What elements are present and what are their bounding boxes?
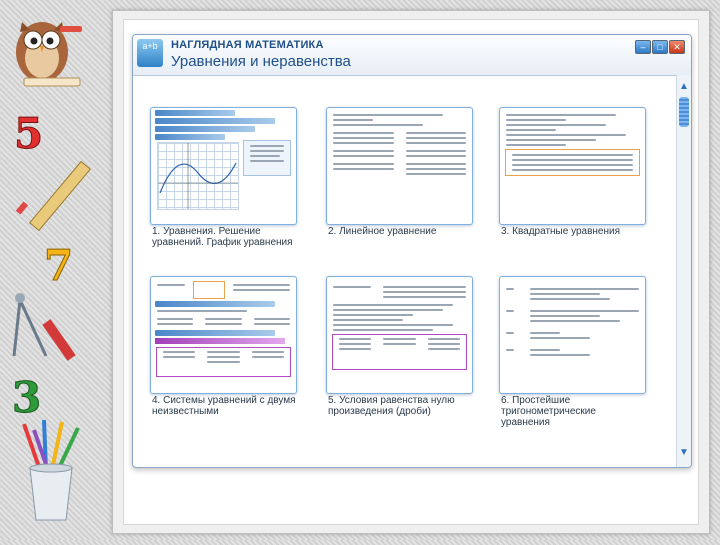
lesson-thumbnail-3[interactable]: [499, 107, 646, 225]
lesson-thumbnail-4[interactable]: [150, 276, 297, 394]
minimize-button[interactable]: –: [635, 40, 651, 54]
thumb-header-bar: [155, 126, 255, 132]
app-window: [132, 34, 692, 468]
curve-plot: [158, 143, 238, 209]
lesson-card-label[interactable]: 5. Условия равенства нулю произведения (дроби): [328, 395, 455, 417]
window-controls: [635, 40, 685, 54]
lesson-thumbnail-6[interactable]: [499, 276, 646, 394]
compass-icon: [14, 293, 76, 361]
app-logo-icon: [137, 39, 163, 67]
graph-legend: [243, 140, 291, 176]
digit-3-decoration: 3: [12, 373, 42, 422]
vertical-scrollbar[interactable]: [676, 75, 691, 467]
scroll-down-arrow-icon[interactable]: ▼: [679, 447, 689, 458]
thumb-header-bar: [155, 134, 225, 140]
lesson-thumbnail-1[interactable]: [150, 107, 297, 225]
app-logo-text: a+b: [142, 41, 158, 51]
lesson-card-label[interactable]: 2. Линейное уравнение: [328, 226, 437, 237]
lesson-card-label[interactable]: 1. Уравнения. Решение уравнений. График уравнения: [152, 226, 293, 248]
thumb-header-bar: [155, 118, 275, 124]
maximize-button[interactable]: □: [652, 40, 668, 54]
graph-grid: [157, 142, 239, 210]
school-decoration-illustration: [0, 0, 112, 540]
ruler-icon: [16, 162, 90, 231]
lesson-card-label[interactable]: 4. Системы уравнений с двумя неизвестными: [152, 395, 296, 417]
decorative-sidebar: [0, 0, 112, 540]
lesson-thumbnail-2[interactable]: [326, 107, 473, 225]
owl-icon: [16, 22, 82, 86]
lesson-card-label[interactable]: 3. Квадратные уравнения: [501, 226, 621, 237]
scrollbar-thumb[interactable]: [679, 97, 689, 127]
digit-7-decoration: 7: [44, 241, 74, 290]
digit-5-decoration: 5: [14, 109, 44, 158]
app-brand: НАГЛЯДНАЯ МАТЕМАТИКА: [171, 39, 324, 51]
close-button[interactable]: ✕: [669, 40, 685, 54]
scroll-up-arrow-icon[interactable]: ▲: [679, 81, 689, 92]
lesson-thumbnail-5[interactable]: [326, 276, 473, 394]
app-title: Уравнения и неравенства: [171, 53, 351, 70]
thumb-header-bar: [155, 110, 235, 116]
app-header: [133, 35, 691, 76]
pencil-cup-icon: [24, 420, 78, 520]
lesson-card-label[interactable]: 6. Простейшие тригонометрические уравнения: [501, 395, 596, 428]
